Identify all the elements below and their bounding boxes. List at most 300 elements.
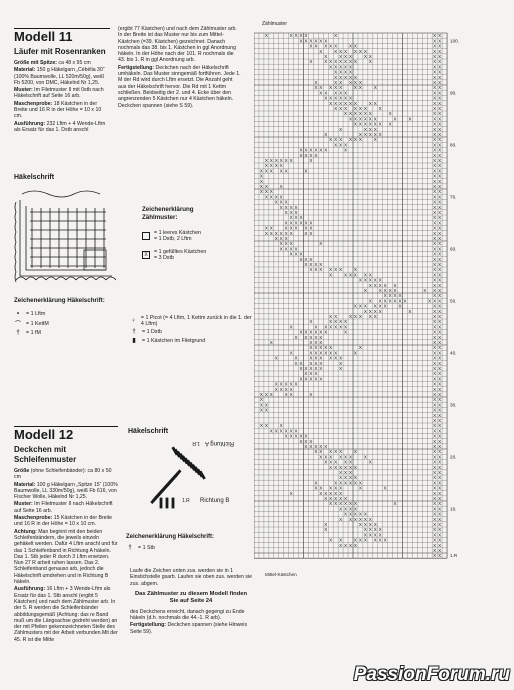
chart-filled-cell: X bbox=[438, 74, 442, 80]
chart-filled-cell: X bbox=[259, 184, 263, 189]
chart-filled-cell: X bbox=[304, 334, 308, 340]
chart-filled-cell: X bbox=[388, 293, 392, 299]
chart-filled-cell: X bbox=[329, 490, 333, 496]
chart-filled-cell: X bbox=[299, 438, 303, 444]
chart-filled-cell: X bbox=[289, 215, 293, 221]
chart-filled-cell: X bbox=[408, 308, 412, 314]
chart-filled-cell: X bbox=[368, 100, 372, 106]
chart-filled-cell: X bbox=[433, 132, 437, 137]
model11-legend-item bbox=[14, 311, 134, 317]
chart-filled-cell: X bbox=[319, 90, 323, 96]
chart-filled-cell: X bbox=[353, 516, 358, 522]
chart-filled-cell: X bbox=[433, 267, 437, 273]
chart-filled-cell: X bbox=[319, 85, 323, 91]
chart-filled-cell: X bbox=[378, 106, 382, 111]
chart-filled-cell: X bbox=[348, 69, 353, 75]
chart-filled-cell: X bbox=[353, 80, 358, 85]
chart-filled-cell: X bbox=[334, 90, 338, 96]
chart-filled-cell: X bbox=[314, 371, 318, 377]
chart-filled-cell: X bbox=[304, 220, 308, 226]
chart-filled-cell: X bbox=[358, 121, 362, 127]
chart-filled-cell: X bbox=[433, 522, 437, 527]
chart-filled-cell: X bbox=[378, 527, 382, 533]
middle-legend2 bbox=[130, 315, 252, 346]
chart-filled-cell: X bbox=[433, 251, 437, 257]
chart-filled-cell: X bbox=[319, 38, 323, 44]
chart-filled-cell: X bbox=[438, 392, 442, 397]
chart-filled-cell: X bbox=[438, 345, 442, 351]
chart-filled-cell: X bbox=[334, 324, 338, 330]
chart-filled-cell: X bbox=[334, 501, 338, 507]
chart-filled-cell: X bbox=[438, 199, 442, 205]
chart-filled-cell: X bbox=[314, 329, 318, 335]
chart-filled-cell: X bbox=[353, 537, 358, 543]
chart-filled-cell: X bbox=[289, 33, 293, 39]
chart-filled-cell: X bbox=[433, 324, 437, 330]
chart-filled-cell: X bbox=[344, 59, 348, 65]
chart-filled-cell: X bbox=[284, 204, 288, 210]
chart-filled-cell: X bbox=[329, 324, 333, 330]
chart-filled-cell: X bbox=[383, 282, 387, 288]
model11-diagram-stroke bbox=[26, 206, 106, 270]
chart-filled-cell: X bbox=[353, 542, 358, 548]
chart-filled-cell: X bbox=[353, 350, 358, 356]
chart-filled-cell: X bbox=[433, 350, 437, 356]
chart-filled-cell: X bbox=[433, 444, 437, 449]
chart-filled-cell: X bbox=[433, 241, 437, 247]
chart-filled-cell: X bbox=[358, 537, 362, 543]
chart-filled-cell: X bbox=[433, 537, 437, 543]
chart-filled-cell: X bbox=[289, 324, 293, 330]
chart-filled-cell: X bbox=[279, 246, 283, 252]
chart-filled-cell: X bbox=[304, 230, 308, 236]
chart-filled-cell: X bbox=[274, 355, 278, 361]
chart-filled-cell: X bbox=[304, 256, 308, 262]
chart-filled-cell: X bbox=[348, 506, 353, 512]
chart-filled-cell: X bbox=[289, 225, 293, 231]
chart-filled-cell: X bbox=[363, 272, 367, 278]
chart-filled-cell: X bbox=[309, 267, 313, 273]
chart-filled-cell: X bbox=[339, 480, 343, 486]
chart-filled-cell: X bbox=[324, 43, 328, 49]
chart-filled-cell: X bbox=[264, 225, 268, 231]
chart-filled-cell: X bbox=[368, 111, 372, 117]
chart-filled-cell: X bbox=[269, 163, 273, 169]
chart-filled-cell: X bbox=[438, 282, 442, 288]
chart-filled-cell: X bbox=[433, 199, 437, 205]
chart-filled-cell: X bbox=[344, 64, 348, 70]
chart-filled-cell: X bbox=[438, 423, 442, 429]
chart-filled-cell: X bbox=[309, 220, 313, 226]
middle-legend-item bbox=[142, 249, 254, 261]
chart-filled-cell: X bbox=[438, 168, 442, 174]
chart-filled-cell: X bbox=[294, 220, 298, 226]
chart-filled-cell: X bbox=[289, 246, 293, 252]
chart-filled-cell: X bbox=[353, 449, 358, 455]
chart-filled-cell: X bbox=[324, 95, 328, 101]
model11-legend-item bbox=[14, 319, 134, 328]
model12-subtitle: Deckchen mit Schleifenmuster bbox=[14, 445, 77, 464]
model12-diagram-label: Häkelschrift bbox=[128, 428, 169, 435]
chart-filled-cell: X bbox=[334, 459, 338, 465]
chart-filled-cell: X bbox=[363, 303, 367, 309]
chart-filled-cell: X bbox=[339, 54, 343, 59]
chart-filled-cell: X bbox=[433, 33, 437, 39]
model11-diagram-stroke bbox=[15, 272, 16, 282]
chart-filled-cell: X bbox=[433, 126, 437, 132]
chart-filled-cell: X bbox=[274, 230, 278, 236]
chart-filled-cell: X bbox=[319, 147, 323, 153]
chart-filled-cell: X bbox=[348, 137, 353, 143]
model11-diagram-stroke bbox=[56, 277, 66, 280]
chart-filled-cell: X bbox=[438, 241, 442, 247]
chart-filled-cell: X bbox=[334, 48, 338, 54]
chart-filled-cell: X bbox=[433, 314, 437, 319]
chart-filled-cell: X bbox=[438, 522, 442, 527]
chart-filled-cell: X bbox=[438, 490, 442, 496]
chart-filled-cell: X bbox=[438, 334, 442, 340]
chart-filled-cell: X bbox=[304, 329, 308, 335]
chart-filled-cell: X bbox=[438, 178, 442, 184]
chart-filled-cell: X bbox=[353, 314, 358, 319]
chart-filled-cell: X bbox=[339, 95, 343, 101]
chart-filled-cell: X bbox=[344, 54, 348, 59]
chart-filled-cell: X bbox=[289, 251, 293, 257]
chart-row-label: 1.R bbox=[450, 553, 458, 559]
chart-filled-cell: X bbox=[393, 298, 397, 304]
chart-filled-cell: X bbox=[284, 428, 288, 434]
chart-filled-cell: X bbox=[259, 168, 263, 174]
chart-filled-cell: X bbox=[309, 158, 313, 163]
chart-filled-cell: X bbox=[304, 147, 308, 153]
chart-filled-cell: X bbox=[279, 386, 283, 392]
chart-filled-cell: X bbox=[289, 428, 293, 434]
chart-filled-cell: X bbox=[289, 381, 293, 387]
chart-filled-cell: X bbox=[319, 334, 323, 340]
chart-filled-cell: X bbox=[339, 80, 343, 85]
chart-filled-cell: X bbox=[304, 433, 308, 439]
chart-filled-cell: X bbox=[329, 537, 333, 543]
model12-fertig-label: Fertigstellung: bbox=[130, 622, 167, 629]
chart-filled-cell: X bbox=[358, 132, 362, 137]
model11-diagram bbox=[14, 174, 118, 284]
chart-filled-cell: X bbox=[304, 225, 308, 231]
chart-filled-cell: X bbox=[279, 194, 283, 200]
chart-filled-cell: X bbox=[383, 293, 387, 299]
chart-filled-cell: X bbox=[433, 54, 437, 59]
chart-filled-cell: X bbox=[363, 132, 367, 137]
model11-legend-symbol: • bbox=[16, 311, 20, 317]
model11-legend bbox=[14, 297, 134, 338]
chart-filled-cell: X bbox=[299, 433, 303, 439]
chart-filled-cell: X bbox=[309, 334, 313, 340]
chart-filled-cell: X bbox=[294, 210, 298, 215]
model11-diagram-stroke bbox=[15, 262, 16, 272]
chart-filled-cell: X bbox=[433, 334, 437, 340]
chart-filled-cell: X bbox=[433, 397, 437, 403]
chart-filled-cell: X bbox=[368, 59, 372, 65]
chart-filled-cell: X bbox=[433, 48, 437, 54]
chart-filled-cell: X bbox=[339, 324, 343, 330]
chart-filled-cell: X bbox=[438, 376, 442, 382]
chart-filled-cell: X bbox=[348, 64, 353, 70]
chart-filled-cell: X bbox=[274, 199, 278, 205]
chart-filled-cell: X bbox=[433, 319, 437, 325]
chart-filled-cell: X bbox=[433, 293, 437, 299]
middle2-legend-item bbox=[130, 315, 252, 327]
chart-marks bbox=[260, 33, 441, 558]
chart-filled-cell: X bbox=[433, 485, 437, 491]
chart-filled-cell: X bbox=[309, 147, 313, 153]
chart-filled-cell: X bbox=[274, 236, 278, 241]
model12-section bbox=[14, 424, 118, 644]
chart-filled-cell: X bbox=[358, 111, 362, 117]
chart-filled-cell: X bbox=[304, 262, 308, 267]
chart-filled-cell: X bbox=[279, 184, 283, 189]
chart-filled-cell: X bbox=[433, 459, 437, 465]
model11-para-text: 18 Kästchen in der Breite und 16 R in der Höhe = 10 x 10 cm. bbox=[14, 100, 102, 120]
chart-filled-cell: X bbox=[433, 553, 437, 559]
chart-filled-cell: X bbox=[358, 48, 362, 54]
model11-diagram-stroke bbox=[106, 277, 116, 280]
chart-row-label: 30. bbox=[450, 402, 457, 408]
chart-filled-cell: X bbox=[339, 74, 343, 80]
chart-filled-cell: X bbox=[403, 298, 407, 304]
chart-filled-cell: X bbox=[339, 490, 343, 496]
model11-para-text: 232 Lftm + 4 Wende-Lftm als Ersatz für das 1. Dstb anschl bbox=[14, 120, 106, 133]
chart-filled-cell: X bbox=[339, 475, 343, 481]
chart-filled-cell: X bbox=[433, 548, 437, 553]
chart-filled-cell: X bbox=[309, 256, 313, 262]
chart-filled-cell: X bbox=[438, 184, 442, 189]
model11-legend-text: = 1 fM bbox=[26, 330, 41, 336]
chart-filled-cell: X bbox=[314, 444, 318, 449]
chart-filled-cell: X bbox=[309, 262, 313, 267]
model11-para-label: Ausführung: bbox=[14, 120, 46, 127]
chart-filled-cell: X bbox=[433, 308, 437, 314]
chart-filled-cell: X bbox=[438, 100, 442, 106]
chart-filled-cell: X bbox=[289, 350, 293, 356]
chart-filled-cell: X bbox=[348, 314, 353, 319]
model11-legend-symbol: ⌒ bbox=[14, 322, 21, 328]
chart-filled-cell: X bbox=[433, 272, 437, 278]
chart-filled-cell: X bbox=[433, 506, 437, 512]
chart-filled-cell: X bbox=[438, 251, 442, 257]
chart-filled-cell: X bbox=[438, 501, 442, 507]
chart-filled-cell: X bbox=[348, 59, 353, 65]
chart-filled-cell: X bbox=[433, 100, 437, 106]
chart-filled-cell: X bbox=[279, 241, 283, 247]
chart-filled-cell: X bbox=[339, 542, 343, 548]
model12-para bbox=[14, 468, 118, 481]
chart-filled-cell: X bbox=[438, 397, 442, 403]
chart-filled-cell: X bbox=[334, 485, 338, 491]
chart-filled-cell: X bbox=[363, 111, 367, 117]
chart-filled-cell: X bbox=[334, 319, 338, 325]
middle2-legend-text: = 1 Dstb bbox=[142, 329, 162, 335]
chart-filled-cell: X bbox=[314, 480, 318, 486]
chart-filled-cell: X bbox=[363, 516, 367, 522]
chart-filled-cell: X bbox=[438, 106, 442, 111]
chart-filled-cell: X bbox=[279, 236, 283, 241]
chart-filled-cell: X bbox=[433, 418, 437, 423]
chart-filled-cell: X bbox=[393, 116, 397, 122]
chart-filled-cell: X bbox=[264, 184, 268, 189]
chart-filled-cell: X bbox=[289, 433, 293, 439]
chart-filled-cell: X bbox=[344, 459, 348, 465]
chart-filled-cell: X bbox=[408, 116, 412, 122]
chart-filled-cell: X bbox=[438, 480, 442, 486]
chart-filled-cell: X bbox=[299, 366, 303, 371]
chart-filled-cell: X bbox=[348, 116, 353, 122]
chart-filled-cell: X bbox=[339, 59, 343, 65]
model11-legend-title: Zeichenerklärung Häkelschrift: bbox=[14, 297, 105, 304]
model12-para-label: Achtung: bbox=[14, 528, 37, 535]
chart-filled-cell: X bbox=[438, 340, 442, 345]
chart-filled-cell: X bbox=[269, 392, 273, 397]
chart-filled-cell: X bbox=[319, 454, 323, 460]
chart-filled-cell: X bbox=[348, 43, 353, 49]
chart-filled-cell: X bbox=[334, 449, 338, 455]
chart-filled-cell: X bbox=[289, 490, 293, 496]
chart-filled-cell: X bbox=[324, 324, 328, 330]
model11-legend-text: = 1 KettM bbox=[26, 320, 49, 327]
chart-filled-cell: X bbox=[339, 100, 343, 106]
chart-filled-cell: X bbox=[348, 464, 353, 470]
chart-filled-cell: X bbox=[269, 340, 273, 345]
chart-filled-cell: X bbox=[334, 74, 338, 80]
middle-legend-text: = 1 leeres Kästchen = 1 Dstb, 2 Lftm bbox=[154, 230, 201, 242]
chart-filled-cell: X bbox=[294, 433, 298, 439]
model11-legend-symbol: † bbox=[16, 330, 20, 336]
chart-filled-cell: X bbox=[373, 126, 377, 132]
chart-filled-cell: X bbox=[324, 90, 328, 96]
chart-filled-cell: X bbox=[299, 251, 303, 257]
chart-filled-cell: X bbox=[438, 537, 442, 543]
chart-filled-cell: X bbox=[368, 532, 372, 538]
chart-filled-cell: X bbox=[309, 444, 313, 449]
chart-filled-cell: X bbox=[324, 522, 328, 527]
chart-filled-cell: X bbox=[339, 366, 343, 371]
chart-filled-cell: X bbox=[378, 288, 382, 293]
chart-filled-cell: X bbox=[314, 366, 318, 371]
chart-filled-cell: X bbox=[433, 340, 437, 345]
middle-legend-symbol: X bbox=[142, 251, 150, 259]
chart-filled-cell: X bbox=[304, 168, 308, 174]
chart-filled-cell: X bbox=[339, 126, 343, 132]
chart-filled-cell: X bbox=[339, 506, 343, 512]
chart-filled-cell: X bbox=[344, 506, 348, 512]
chart-filled-cell: X bbox=[344, 272, 348, 278]
chart-filled-cell: X bbox=[314, 334, 318, 340]
chart-filled-cell: X bbox=[378, 132, 382, 137]
chart-filled-cell: X bbox=[438, 267, 442, 273]
chart-filled-cell: X bbox=[344, 69, 348, 75]
model11-para-label: Muster: bbox=[14, 87, 33, 94]
chart-filled-cell: X bbox=[438, 230, 442, 236]
chart-filled-cell: X bbox=[353, 272, 358, 278]
chart-filled-cell: X bbox=[438, 298, 442, 304]
chart-filled-cell: X bbox=[363, 116, 367, 122]
chart-filled-cell: X bbox=[438, 33, 442, 39]
chart-filled-cell: X bbox=[329, 459, 333, 465]
chart-filled-cell: X bbox=[433, 282, 437, 288]
chart-filled-cell: X bbox=[339, 449, 343, 455]
chart-filled-cell: X bbox=[438, 116, 442, 122]
chart-filled-cell: X bbox=[259, 173, 263, 179]
chart-row-label: 90. bbox=[450, 90, 457, 96]
chart-filled-cell: X bbox=[314, 147, 318, 153]
chart-filled-cell: X bbox=[433, 194, 437, 200]
chart-filled-cell: X bbox=[339, 537, 343, 543]
chart-filled-cell: X bbox=[319, 366, 323, 371]
chart-filled-cell: X bbox=[378, 308, 382, 314]
model12-para-text: 100 g Häkelgarn „Spitze 15“ (100% Baumwolle, LL 330m/50g), weiß Fb 616, von Fischer Wolle, Häkelnd Nr 1,25. bbox=[14, 481, 118, 501]
chart-filled-cell: X bbox=[363, 121, 367, 127]
chart-filled-cell: X bbox=[383, 485, 387, 491]
chart-filled-cell: X bbox=[319, 262, 323, 267]
chart-filled-cell: X bbox=[334, 490, 338, 496]
chart-filled-cell: X bbox=[329, 464, 333, 470]
chart-filled-cell: X bbox=[358, 522, 362, 527]
chart-filled-cell: X bbox=[398, 293, 402, 299]
chart-filled-cell: X bbox=[388, 111, 392, 117]
chart-row-label: 10. bbox=[450, 506, 457, 512]
chart-filled-cell: X bbox=[294, 381, 298, 387]
chart-filled-cell: X bbox=[309, 225, 313, 231]
chart-filled-cell: X bbox=[438, 210, 442, 215]
chart-filled-cell: X bbox=[299, 33, 303, 39]
chart-filled-cell: X bbox=[373, 537, 377, 543]
middle-fertig bbox=[118, 65, 242, 109]
chart-filled-cell: X bbox=[329, 501, 333, 507]
middle2-legend-item bbox=[130, 329, 252, 335]
middle-legend-title: Zeichenerklärung bbox=[142, 206, 194, 213]
chart-filled-cell: X bbox=[438, 464, 442, 470]
model11-para-text: ca 48 x 95 cm bbox=[56, 60, 91, 66]
chart-filled-cell: X bbox=[438, 220, 442, 226]
chart-filled-cell: X bbox=[358, 116, 362, 122]
chart-filled-cell: X bbox=[314, 267, 318, 273]
chart-filled-cell: X bbox=[334, 59, 338, 65]
chart-filled-cell: X bbox=[304, 376, 308, 382]
chart-filled-cell: X bbox=[358, 80, 362, 85]
chart-filled-cell: X bbox=[294, 251, 298, 257]
chart-filled-cell: X bbox=[344, 454, 348, 460]
chart-filled-cell: X bbox=[319, 376, 323, 382]
chart-filled-cell: X bbox=[279, 158, 283, 163]
model12-legend-symbol: † bbox=[128, 545, 132, 551]
model12-para-text: Man beginnt mit den beiden Schleifenbändern, die jeweils einzeln gehäkelt werden. Dafür 4 Lftm anschl und für das 1 Schleifenband in Richtung A häkeln. Das 1. Stb jeder R durch 3 Lftm ersetzen. Nun 27 R arbeit ruhen lassen. Das 2. Schleifenband genauso arb, jedoch die Häkelschrift umdrehen und in Richtung B häkeln. bbox=[14, 528, 118, 586]
chart-filled-cell: X bbox=[433, 43, 437, 49]
chart-filled-cell: X bbox=[438, 48, 442, 54]
chart-filled-cell: X bbox=[344, 511, 348, 517]
chart-filled-cell: X bbox=[324, 459, 328, 465]
chart-filled-cell: X bbox=[433, 511, 437, 517]
chart-filled-cell: X bbox=[438, 470, 442, 475]
chart-filled-cell: X bbox=[438, 288, 442, 293]
chart-filled-cell: X bbox=[299, 215, 303, 221]
chart-filled-cell: X bbox=[368, 272, 372, 278]
chart-filled-cell: X bbox=[319, 355, 323, 361]
chart-filled-cell: X bbox=[393, 501, 397, 507]
chart-filled-cell: X bbox=[329, 59, 333, 65]
chart-filled-cell: X bbox=[284, 230, 288, 236]
chart-filled-cell: X bbox=[304, 38, 308, 44]
chart-filled-cell: X bbox=[433, 345, 437, 351]
chart-filled-cell: X bbox=[373, 121, 377, 127]
chart-filled-cell: X bbox=[319, 241, 323, 247]
